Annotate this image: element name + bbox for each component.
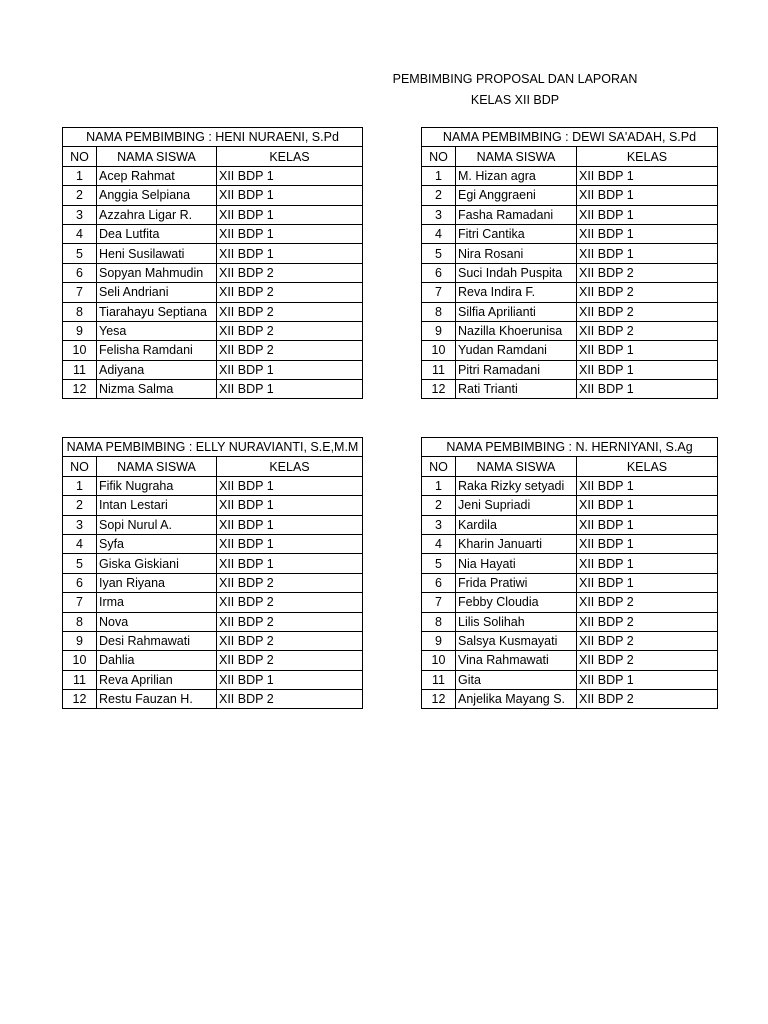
student-no: 3 — [63, 515, 97, 534]
student-name: Kardila — [456, 515, 577, 534]
pembimbing-row — [63, 128, 363, 147]
document-title: PEMBIMBING PROPOSAL DAN LAPORAN — [392, 72, 638, 86]
student-kelas: XII BDP 2 — [577, 321, 718, 340]
student-name: M. Hizan agra — [456, 166, 577, 185]
student-kelas: XII BDP 2 — [217, 690, 363, 709]
student-kelas: XII BDP 2 — [577, 651, 718, 670]
student-name: Heni Susilawati — [97, 244, 217, 263]
student-name: Azzahra Ligar R. — [97, 205, 217, 224]
student-no: 10 — [63, 651, 97, 670]
column-header-row — [422, 457, 718, 476]
student-kelas: XII BDP 1 — [577, 670, 718, 689]
student-name: Yesa — [97, 321, 217, 340]
student-name: Lilis Solihah — [456, 612, 577, 631]
student-no: 3 — [63, 205, 97, 224]
student-name: Felisha Ramdani — [97, 341, 217, 360]
student-kelas: XII BDP 1 — [217, 186, 363, 205]
pembimbing-name: NAMA PEMBIMBING : HENI NURAENI, S.Pd — [63, 128, 363, 147]
student-kelas: XII BDP 1 — [577, 166, 718, 185]
student-name: Suci Indah Puspita — [456, 263, 577, 282]
table-row — [422, 360, 718, 379]
student-name: Desi Rahmawati — [97, 631, 217, 650]
column-header-row — [63, 147, 363, 166]
student-kelas: XII BDP 1 — [577, 515, 718, 534]
column-header-no: NO — [63, 457, 97, 476]
student-name: Silfia Aprilianti — [456, 302, 577, 321]
table-row — [63, 360, 363, 379]
student-name: Reva Indira F. — [456, 283, 577, 302]
table-row — [63, 224, 363, 243]
pembimbing-name: NAMA PEMBIMBING : DEWI SA'ADAH, S.Pd — [422, 128, 718, 147]
student-name: Raka Rizky setyadi — [456, 476, 577, 495]
student-name: Jeni Supriadi — [456, 496, 577, 515]
student-name: Irma — [97, 593, 217, 612]
student-no: 11 — [63, 360, 97, 379]
student-kelas: XII BDP 2 — [577, 263, 718, 282]
student-no: 6 — [422, 263, 456, 282]
student-no: 8 — [422, 302, 456, 321]
student-name: Sopyan Mahmudin — [97, 263, 217, 282]
student-name: Acep Rahmat — [97, 166, 217, 185]
student-kelas: XII BDP 1 — [217, 244, 363, 263]
student-name: Nira Rosani — [456, 244, 577, 263]
student-kelas: XII BDP 1 — [217, 670, 363, 689]
student-kelas: XII BDP 2 — [577, 631, 718, 650]
student-no: 2 — [63, 186, 97, 205]
student-no: 3 — [422, 205, 456, 224]
student-kelas: XII BDP 1 — [217, 554, 363, 573]
table-row — [422, 612, 718, 631]
table-row — [63, 651, 363, 670]
table-row — [422, 205, 718, 224]
student-name: Giska Giskiani — [97, 554, 217, 573]
student-name: Salsya Kusmayati — [456, 631, 577, 650]
pembimbing-row — [422, 438, 718, 457]
student-kelas: XII BDP 1 — [577, 554, 718, 573]
student-no: 6 — [63, 263, 97, 282]
student-no: 2 — [63, 496, 97, 515]
student-no: 8 — [63, 302, 97, 321]
student-kelas: XII BDP 2 — [217, 573, 363, 592]
table-row — [63, 690, 363, 709]
table-row — [63, 186, 363, 205]
table-row — [422, 244, 718, 263]
student-no: 1 — [422, 166, 456, 185]
table-row — [63, 341, 363, 360]
table-row — [63, 534, 363, 553]
column-header-no: NO — [422, 147, 456, 166]
student-name: Reva Aprilian — [97, 670, 217, 689]
student-name: Fasha Ramadani — [456, 205, 577, 224]
student-name: Gita — [456, 670, 577, 689]
table-row — [422, 690, 718, 709]
student-no: 7 — [422, 593, 456, 612]
student-kelas: XII BDP 1 — [217, 534, 363, 553]
table-row — [63, 302, 363, 321]
table-row — [63, 593, 363, 612]
table-row — [63, 283, 363, 302]
student-name: Iyan Riyana — [97, 573, 217, 592]
student-kelas: XII BDP 1 — [217, 515, 363, 534]
table-row — [422, 263, 718, 282]
column-header-nama-siswa: NAMA SISWA — [456, 457, 577, 476]
student-kelas: XII BDP 1 — [217, 496, 363, 515]
student-no: 10 — [422, 341, 456, 360]
student-no: 10 — [63, 341, 97, 360]
student-name: Sopi Nurul A. — [97, 515, 217, 534]
table-row — [422, 476, 718, 495]
student-kelas: XII BDP 2 — [217, 321, 363, 340]
student-name: Dahlia — [97, 651, 217, 670]
student-kelas: XII BDP 1 — [217, 476, 363, 495]
student-name: Egi Anggraeni — [456, 186, 577, 205]
student-no: 9 — [63, 321, 97, 340]
table-row — [63, 166, 363, 185]
student-name: Syfa — [97, 534, 217, 553]
student-no: 6 — [422, 573, 456, 592]
student-no: 8 — [63, 612, 97, 631]
pembimbing-row — [63, 438, 363, 457]
column-header-no: NO — [422, 457, 456, 476]
table-row — [63, 573, 363, 592]
student-kelas: XII BDP 2 — [217, 651, 363, 670]
student-kelas: XII BDP 2 — [217, 631, 363, 650]
table-row — [63, 321, 363, 340]
student-kelas: XII BDP 1 — [217, 205, 363, 224]
table-row — [422, 224, 718, 243]
student-name: Vina Rahmawati — [456, 651, 577, 670]
student-kelas: XII BDP 2 — [577, 302, 718, 321]
student-kelas: XII BDP 1 — [217, 360, 363, 379]
table-row — [63, 554, 363, 573]
student-name: Anggia Selpiana — [97, 186, 217, 205]
table-row — [422, 380, 718, 399]
table-row — [422, 651, 718, 670]
student-no: 7 — [422, 283, 456, 302]
table-row — [422, 283, 718, 302]
student-no: 9 — [63, 631, 97, 650]
student-no: 5 — [422, 244, 456, 263]
column-header-nama-siswa: NAMA SISWA — [456, 147, 577, 166]
student-no: 12 — [422, 380, 456, 399]
table-row — [63, 205, 363, 224]
table-row — [422, 166, 718, 185]
student-no: 3 — [422, 515, 456, 534]
student-no: 1 — [63, 166, 97, 185]
student-name: Kharin Januarti — [456, 534, 577, 553]
table-row — [63, 515, 363, 534]
pembimbing-table — [421, 437, 718, 709]
pembimbing-table — [421, 127, 718, 399]
student-name: Seli Andriani — [97, 283, 217, 302]
column-header-row — [63, 457, 363, 476]
student-name: Anjelika Mayang S. — [456, 690, 577, 709]
column-header-kelas: KELAS — [217, 147, 363, 166]
student-no: 7 — [63, 283, 97, 302]
student-kelas: XII BDP 1 — [577, 341, 718, 360]
student-no: 7 — [63, 593, 97, 612]
student-no: 4 — [422, 224, 456, 243]
column-header-row — [422, 147, 718, 166]
pembimbing-name: NAMA PEMBIMBING : ELLY NURAVIANTI, S.E,M.M — [63, 438, 363, 457]
column-header-nama-siswa: NAMA SISWA — [97, 457, 217, 476]
table-row — [63, 496, 363, 515]
student-no: 9 — [422, 631, 456, 650]
student-name: Adiyana — [97, 360, 217, 379]
table-row — [422, 496, 718, 515]
student-kelas: XII BDP 2 — [217, 341, 363, 360]
student-no: 8 — [422, 612, 456, 631]
table-row — [63, 380, 363, 399]
student-kelas: XII BDP 2 — [217, 283, 363, 302]
student-name: Intan Lestari — [97, 496, 217, 515]
table-row — [422, 534, 718, 553]
student-kelas: XII BDP 1 — [577, 476, 718, 495]
table-row — [422, 670, 718, 689]
student-name: Nazilla Khoerunisa — [456, 321, 577, 340]
student-no: 10 — [422, 651, 456, 670]
student-kelas: XII BDP 1 — [217, 224, 363, 243]
student-no: 6 — [63, 573, 97, 592]
student-name: Nia Hayati — [456, 554, 577, 573]
table-row — [422, 593, 718, 612]
student-no: 4 — [63, 534, 97, 553]
column-header-kelas: KELAS — [577, 147, 718, 166]
student-kelas: XII BDP 1 — [577, 224, 718, 243]
table-row — [422, 573, 718, 592]
table-row — [422, 631, 718, 650]
pembimbing-row — [422, 128, 718, 147]
student-name: Nizma Salma — [97, 380, 217, 399]
student-no: 2 — [422, 186, 456, 205]
student-name: Rati Trianti — [456, 380, 577, 399]
student-kelas: XII BDP 1 — [577, 244, 718, 263]
student-no: 5 — [422, 554, 456, 573]
student-no: 2 — [422, 496, 456, 515]
student-name: Fifik Nugraha — [97, 476, 217, 495]
student-no: 1 — [422, 476, 456, 495]
student-name: Restu Fauzan H. — [97, 690, 217, 709]
student-name: Nova — [97, 612, 217, 631]
student-no: 11 — [422, 670, 456, 689]
table-row — [422, 321, 718, 340]
student-kelas: XII BDP 1 — [577, 534, 718, 553]
student-kelas: XII BDP 2 — [217, 263, 363, 282]
student-kelas: XII BDP 1 — [217, 166, 363, 185]
student-kelas: XII BDP 1 — [577, 205, 718, 224]
student-no: 5 — [63, 244, 97, 263]
table-row — [422, 554, 718, 573]
pembimbing-name: NAMA PEMBIMBING : N. HERNIYANI, S.Ag — [422, 438, 718, 457]
student-kelas: XII BDP 2 — [217, 593, 363, 612]
table-row — [422, 341, 718, 360]
student-kelas: XII BDP 1 — [577, 573, 718, 592]
table-row — [63, 670, 363, 689]
student-kelas: XII BDP 2 — [577, 283, 718, 302]
pembimbing-table — [62, 127, 363, 399]
table-row — [422, 302, 718, 321]
table-row — [63, 612, 363, 631]
table-row — [63, 476, 363, 495]
student-name: Tiarahayu Septiana — [97, 302, 217, 321]
table-row — [63, 244, 363, 263]
student-name: Dea Lutfita — [97, 224, 217, 243]
pembimbing-table — [62, 437, 363, 709]
student-name: Fitri Cantika — [456, 224, 577, 243]
student-name: Pitri Ramadani — [456, 360, 577, 379]
student-kelas: XII BDP 1 — [577, 496, 718, 515]
student-kelas: XII BDP 1 — [577, 186, 718, 205]
student-no: 12 — [63, 690, 97, 709]
student-no: 1 — [63, 476, 97, 495]
student-kelas: XII BDP 2 — [217, 612, 363, 631]
table-row — [63, 631, 363, 650]
student-name: Frida Pratiwi — [456, 573, 577, 592]
student-kelas: XII BDP 1 — [577, 380, 718, 399]
document-subtitle: KELAS XII BDP — [470, 93, 560, 107]
column-header-no: NO — [63, 147, 97, 166]
column-header-nama-siswa: NAMA SISWA — [97, 147, 217, 166]
student-kelas: XII BDP 2 — [577, 593, 718, 612]
student-no: 11 — [422, 360, 456, 379]
column-header-kelas: KELAS — [217, 457, 363, 476]
table-row — [422, 186, 718, 205]
student-no: 12 — [422, 690, 456, 709]
table-row — [63, 263, 363, 282]
student-name: Febby Cloudia — [456, 593, 577, 612]
student-kelas: XII BDP 1 — [577, 360, 718, 379]
column-header-kelas: KELAS — [577, 457, 718, 476]
student-kelas: XII BDP 2 — [577, 690, 718, 709]
student-no: 9 — [422, 321, 456, 340]
student-kelas: XII BDP 2 — [217, 302, 363, 321]
student-no: 11 — [63, 670, 97, 689]
student-kelas: XII BDP 1 — [217, 380, 363, 399]
student-no: 4 — [422, 534, 456, 553]
student-no: 5 — [63, 554, 97, 573]
student-name: Yudan Ramdani — [456, 341, 577, 360]
table-row — [422, 515, 718, 534]
student-no: 4 — [63, 224, 97, 243]
student-kelas: XII BDP 2 — [577, 612, 718, 631]
student-no: 12 — [63, 380, 97, 399]
